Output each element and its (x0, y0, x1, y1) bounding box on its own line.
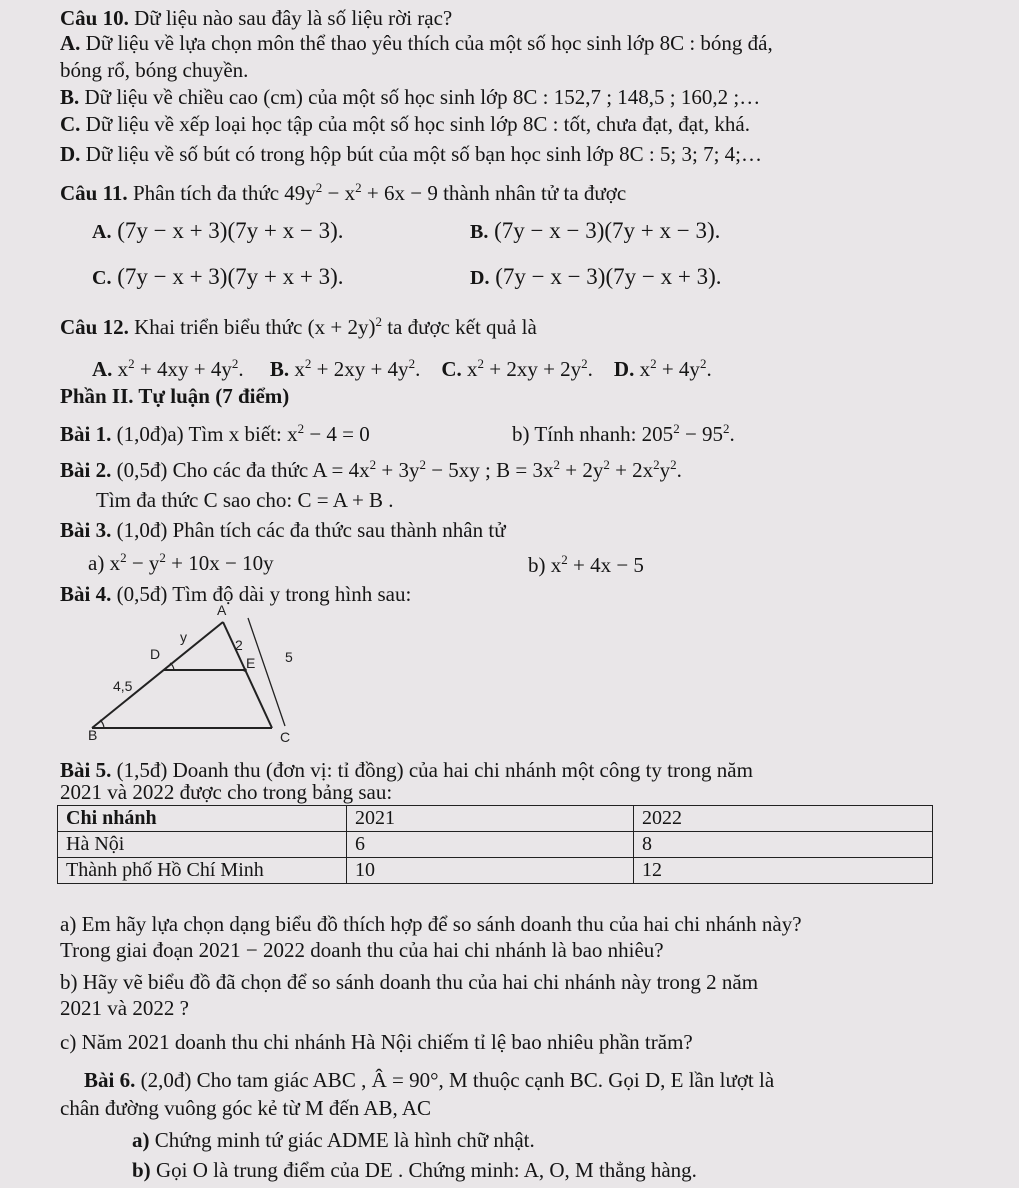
bai3-b (528, 553, 644, 577)
bai3-a (88, 551, 274, 575)
bai2-s6: 2 (670, 457, 677, 472)
bai6-a-text: Chứng minh tứ giác ADME là hình chữ nhật. (154, 1128, 535, 1152)
q12-a-sup2: 2 (231, 356, 239, 371)
bai5-b2: 2021 và 2022 ? (60, 996, 189, 1020)
q10-d-label: D. (60, 142, 81, 166)
q12-d-2: + 4y (656, 357, 700, 381)
q12-a-1: x (117, 357, 129, 381)
fig-label-b: B (88, 727, 98, 743)
bai6-line1 (84, 1068, 774, 1092)
q10-question (60, 6, 452, 30)
bai2-s4: 2 (603, 457, 610, 472)
table-cell: Hà Nội (58, 832, 347, 858)
fig-label-y: y (180, 629, 187, 645)
bai1-a-sup: 2 (297, 421, 305, 436)
q11-c-label: C. (92, 267, 112, 289)
q10-option-a (60, 31, 773, 55)
table-header-cell: Chi nhánh (58, 806, 347, 832)
fig-label-2: 2 (235, 637, 243, 653)
bai6-a-label: a) (132, 1128, 150, 1152)
bai5-text-1: (1,5đ) Doanh thu (đơn vị: tỉ đồng) của hai chi nhánh một công ty trong năm (116, 758, 753, 782)
q12-d-sup1: 2 (650, 356, 657, 371)
bai6-line2: chân đường vuông góc kẻ từ M đến AB, AC (60, 1096, 432, 1120)
q11-a-text: (7y − x + 3)(7y + x − 3). (117, 218, 344, 243)
q11-question (60, 181, 626, 205)
fig-label-e: E (246, 655, 256, 671)
bai2-line2: Tìm đa thức C sao cho: C = A + B . (96, 488, 394, 512)
table-header-cell: 2022 (634, 806, 933, 832)
bai2-t4: + 2y (559, 458, 604, 482)
q12-a-2: + 4xy + 4y (134, 357, 232, 381)
bai2-s1: 2 (369, 457, 377, 472)
q10-text: Dữ liệu nào sau đây là số liệu rời rạc? (134, 6, 453, 30)
bai6-a (132, 1128, 535, 1152)
q12-b-sup1: 2 (304, 356, 312, 371)
q10-a-text: Dữ liệu về lựa chọn môn thể thao yêu thích của một số học sinh lớp 8C : bóng đá, (85, 31, 773, 55)
bai1-title: Bài 1. (60, 422, 112, 446)
table-cell: 8 (634, 832, 933, 858)
bai6-title: Bài 6. (84, 1068, 136, 1092)
bai5-b1: b) Hãy vẽ biểu đồ đã chọn để so sánh doanh thu của hai chi nhánh này trong 2 năm (60, 970, 759, 994)
table-header-cell: 2021 (347, 806, 634, 832)
bai5-a2: Trong giai đoạn 2021 − 2022 doanh thu của hai chi nhánh là bao nhiêu? (60, 938, 664, 962)
bai3-a-2: − y (126, 551, 160, 575)
q10-option-b (60, 85, 760, 109)
q12-d-1: x (639, 357, 651, 381)
bai1-b-sup2: 2 (723, 421, 730, 436)
bai1-a (60, 422, 370, 446)
q10-c-text: Dữ liệu về xếp loại học tập của một số học sinh lớp 8C : tốt, chưa đạt, đạt, khá. (85, 112, 750, 136)
fig-measure-line (248, 618, 285, 726)
revenue-table (57, 805, 933, 884)
q10-option-c (60, 112, 750, 136)
bai2-t6: y (659, 458, 671, 482)
bai3-a-s1: 2 (120, 550, 127, 565)
bai2-t5: + 2x (609, 458, 654, 482)
q11-text-2: − x (322, 181, 356, 205)
table-cell: Thành phố Hồ Chí Minh (58, 858, 347, 884)
q10-title: Câu 10. (60, 6, 129, 30)
bai6-b (132, 1158, 697, 1182)
q12-options (92, 357, 712, 381)
q12-b-sup2: 2 (408, 356, 416, 371)
q10-a-label: A. (60, 31, 81, 55)
bai3-question (60, 518, 506, 542)
q12-a-label: A. (92, 357, 113, 381)
q11-c-text: (7y − x + 3)(7y + x + 3). (117, 264, 344, 289)
bai3-b-s1: 2 (561, 552, 568, 567)
q11-b-label: B. (470, 221, 489, 243)
bai5-line2: 2021 và 2022 được cho trong bảng sau: (60, 780, 393, 804)
q12-b-label: B. (269, 357, 290, 381)
q12-c-label: C. (441, 357, 462, 381)
bai5-line1 (60, 758, 753, 782)
q12-a-3: . (238, 357, 244, 381)
q12-c-1: x (466, 357, 478, 381)
q11-text-4: thành nhân tử ta được (437, 181, 627, 205)
q11-d-text: (7y − x − 3)(7y − x + 3). (495, 264, 722, 289)
bai3-a-3: + 10x − 10y (165, 551, 274, 575)
fig-label-45: 4,5 (113, 678, 133, 694)
q11-option-c (92, 265, 343, 290)
fig-label-c: C (280, 729, 291, 745)
fig-angle-b (100, 720, 104, 728)
q10-option-a-cont: bóng rổ, bóng chuyền. (60, 58, 249, 82)
part2-heading: Phần II. Tự luận (7 điểm) (60, 384, 290, 408)
q10-b-label: B. (60, 85, 80, 109)
q12-a-sup1: 2 (128, 356, 135, 371)
bai6-b-label: b) (132, 1158, 151, 1182)
bai2-title: Bài 2. (60, 458, 112, 482)
q11-sup-2: 2 (355, 180, 362, 195)
bai4-title: Bài 4. (60, 582, 112, 606)
bai2-t7: . (676, 458, 682, 482)
bai2-line1 (60, 458, 682, 482)
bai3-title: Bài 3. (60, 518, 112, 542)
table-cell: 12 (634, 858, 933, 884)
q11-b-text: (7y − x − 3)(7y + x − 3). (494, 218, 721, 243)
q11-a-label: A. (92, 221, 112, 243)
table-cell: 6 (347, 832, 634, 858)
fig-angle-d (170, 663, 174, 670)
q11-text-1: Phân tích đa thức 49y (132, 181, 316, 205)
q12-text-1: Khai triển biểu thức (x + 2y) (134, 315, 376, 339)
bai2-s2: 2 (419, 457, 426, 472)
bai2-t3: − 5xy ; B = 3x (425, 458, 554, 482)
fig-label-5: 5 (285, 649, 293, 665)
q11-option-d (470, 265, 721, 290)
q12-d-sup2: 2 (699, 356, 707, 371)
bai1-b (512, 422, 735, 446)
bai4-text: (0,5đ) Tìm độ dài y trong hình sau: (116, 582, 412, 606)
q10-option-d (60, 142, 762, 166)
bai2-t1: (0,5đ) Cho các đa thức A = 4x (116, 458, 370, 482)
bai2-t2: + 3y (376, 458, 420, 482)
q10-d-text: Dữ liệu về số bút có trong hộp bút của một số bạn học sinh lớp 8C : 5; 3; 7; 4;… (85, 142, 763, 166)
q12-c-2: + 2xy + 2y (483, 357, 582, 381)
bai1-b-text-1: b) Tính nhanh: 205 (512, 422, 674, 446)
bai1-b-sup1: 2 (673, 421, 680, 436)
q11-sup-1: 2 (315, 180, 323, 195)
fig-side-ab (92, 622, 223, 728)
fig-label-a: A (217, 602, 227, 618)
q12-b-3: . (415, 357, 421, 381)
table-header-row (58, 806, 933, 832)
bai1-b-text-3: . (729, 422, 735, 446)
table-row (58, 832, 933, 858)
bai2-s3: 2 (553, 457, 560, 472)
bai4-figure (80, 600, 320, 750)
bai5-title: Bài 5. (60, 758, 112, 782)
bai3-b-1: b) x (528, 553, 562, 577)
bai6-b-text: Gọi O là trung điểm của DE . Chứng minh: A, O, M thẳng hàng. (155, 1158, 697, 1182)
fig-side-ac (223, 622, 272, 728)
q12-title: Câu 12. (60, 315, 129, 339)
q11-d-label: D. (470, 267, 490, 289)
fig-label-d: D (150, 646, 161, 662)
table-cell: 10 (347, 858, 634, 884)
bai6-text-1: (2,0đ) Cho tam giác ABC , Â = 90°, M thuộc cạnh BC. Gọi D, E lần lượt là (140, 1068, 775, 1092)
q12-text-2: ta được kết quả là (381, 315, 537, 339)
table-row (58, 858, 933, 884)
q12-sup: 2 (375, 314, 382, 329)
q11-text-3: + 6x − 9 (361, 181, 438, 205)
q12-question (60, 315, 537, 339)
q10-c-label: C. (60, 112, 81, 136)
bai1-a-text-1: (1,0đ)a) Tìm x biết: x (116, 422, 298, 446)
bai5-a1: a) Em hãy lựa chọn dạng biểu đồ thích hợp để so sánh doanh thu của hai chi nhánh này? (60, 912, 802, 936)
q12-c-3: . (587, 357, 593, 381)
q10-b-text: Dữ liệu về chiều cao (cm) của một số học sinh lớp 8C : 152,7 ; 148,5 ; 160,2 ;… (84, 85, 761, 109)
bai1-a-text-2: − 4 = 0 (304, 422, 370, 446)
bai3-a-1: a) x (88, 551, 121, 575)
bai5-c: c) Năm 2021 doanh thu chi nhánh Hà Nội chiếm tỉ lệ bao nhiêu phần trăm? (60, 1030, 693, 1054)
q12-c-sup2: 2 (581, 356, 588, 371)
q11-option-a (92, 219, 343, 244)
q12-d-label: D. (613, 357, 635, 381)
bai3-b-2: + 4x − 5 (567, 553, 644, 577)
bai1-b-text-2: − 95 (679, 422, 724, 446)
q12-c-sup1: 2 (477, 356, 484, 371)
bai3-text: (1,0đ) Phân tích các đa thức sau thành nhân tử (116, 518, 506, 542)
q12-b-2: + 2xy + 4y (311, 357, 409, 381)
q11-title: Câu 11. (60, 181, 128, 205)
bai2-s5: 2 (653, 457, 660, 472)
q11-option-b (470, 219, 720, 244)
bai3-a-s2: 2 (159, 550, 166, 565)
q12-b-1: x (294, 357, 305, 381)
q12-d-3: . (706, 357, 712, 381)
